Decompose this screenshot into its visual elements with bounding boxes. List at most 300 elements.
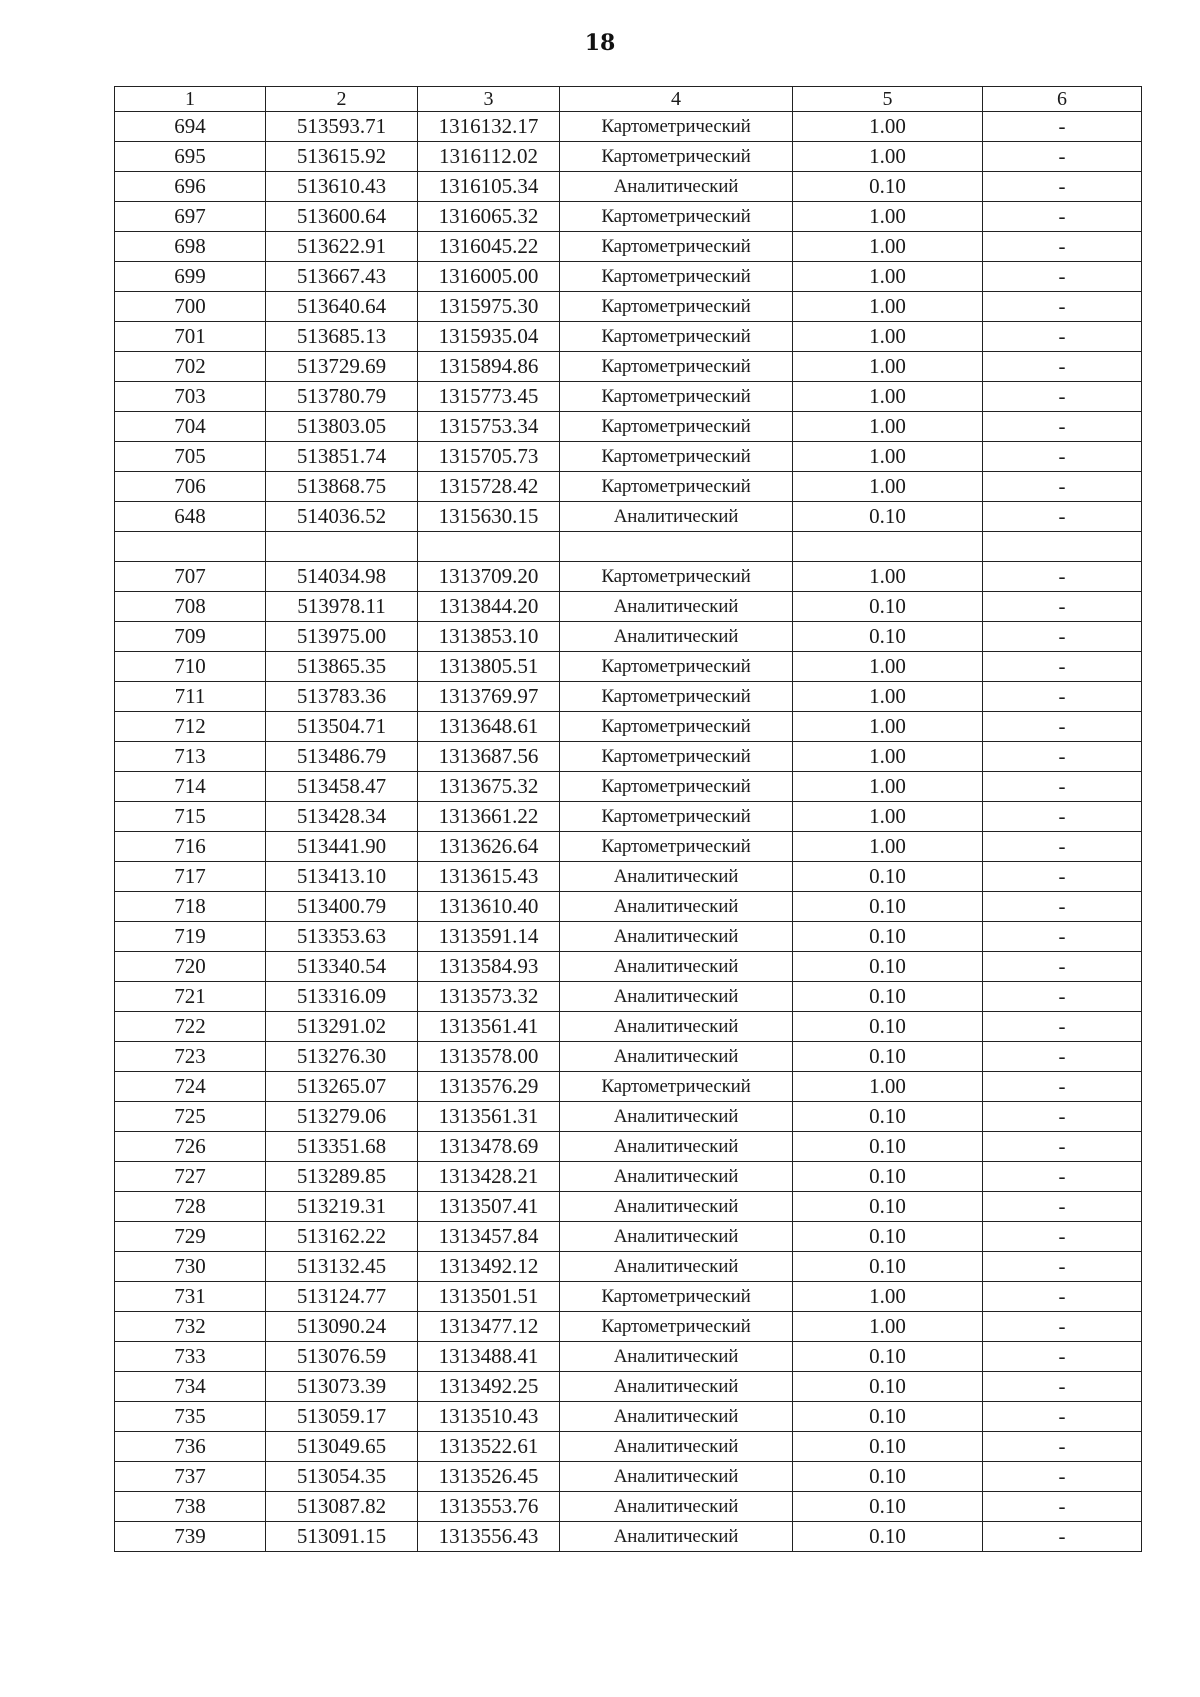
table-row — [115, 1162, 1142, 1192]
table-row — [115, 352, 1142, 382]
point-number-cell: 707 — [115, 562, 266, 592]
note-cell: - — [983, 1342, 1142, 1372]
table-row — [115, 472, 1142, 502]
method-cell: Картометрический — [560, 742, 793, 772]
method-cell: Аналитический — [560, 1492, 793, 1522]
point-number-cell: 710 — [115, 652, 266, 682]
x-coordinate-cell: 513622.91 — [266, 232, 418, 262]
method-cell: Аналитический — [560, 1222, 793, 1252]
note-cell: - — [983, 1102, 1142, 1132]
point-number-cell: 705 — [115, 442, 266, 472]
x-coordinate-cell: 513978.11 — [266, 592, 418, 622]
method-cell: Аналитический — [560, 502, 793, 532]
point-number-cell: 711 — [115, 682, 266, 712]
x-coordinate-cell: 513087.82 — [266, 1492, 418, 1522]
table-row — [115, 622, 1142, 652]
x-coordinate-cell: 513803.05 — [266, 412, 418, 442]
method-cell: Аналитический — [560, 1162, 793, 1192]
column-header-5: 5 — [793, 87, 983, 112]
note-cell: - — [983, 712, 1142, 742]
method-cell: Картометрический — [560, 772, 793, 802]
note-cell: - — [983, 1522, 1142, 1552]
point-number-cell: 648 — [115, 502, 266, 532]
point-number-cell: 704 — [115, 412, 266, 442]
accuracy-cell: 0.10 — [793, 1492, 983, 1522]
y-coordinate-cell: 1313769.97 — [418, 682, 560, 712]
table-row — [115, 1492, 1142, 1522]
accuracy-cell: 0.10 — [793, 982, 983, 1012]
y-coordinate-cell: 1315935.04 — [418, 322, 560, 352]
accuracy-cell: 0.10 — [793, 1222, 983, 1252]
table-row — [115, 922, 1142, 952]
x-coordinate-cell: 513090.24 — [266, 1312, 418, 1342]
y-coordinate-cell: 1313477.12 — [418, 1312, 560, 1342]
accuracy-cell: 0.10 — [793, 1342, 983, 1372]
y-coordinate-cell: 1313576.29 — [418, 1072, 560, 1102]
table-row — [115, 382, 1142, 412]
point-number-cell: 732 — [115, 1312, 266, 1342]
table-row — [115, 832, 1142, 862]
note-cell: - — [983, 802, 1142, 832]
method-cell: Аналитический — [560, 172, 793, 202]
y-coordinate-cell: 1315728.42 — [418, 472, 560, 502]
y-coordinate-cell: 1313457.84 — [418, 1222, 560, 1252]
method-cell: Картометрический — [560, 412, 793, 442]
point-number-cell: 725 — [115, 1102, 266, 1132]
note-cell: - — [983, 952, 1142, 982]
table-row — [115, 652, 1142, 682]
table-row — [115, 502, 1142, 532]
y-coordinate-cell: 1313709.20 — [418, 562, 560, 592]
method-cell: Картометрический — [560, 832, 793, 862]
column-header-1: 1 — [115, 87, 266, 112]
method-cell: Картометрический — [560, 202, 793, 232]
point-number-cell: 709 — [115, 622, 266, 652]
x-coordinate-cell: 513667.43 — [266, 262, 418, 292]
method-cell: Картометрический — [560, 142, 793, 172]
y-coordinate-cell: 1313584.93 — [418, 952, 560, 982]
y-coordinate-cell: 1316112.02 — [418, 142, 560, 172]
x-coordinate-cell: 513729.69 — [266, 352, 418, 382]
note-cell: - — [983, 292, 1142, 322]
note-cell: - — [983, 472, 1142, 502]
table-row — [115, 1522, 1142, 1552]
note-cell: - — [983, 262, 1142, 292]
note-cell: - — [983, 1072, 1142, 1102]
accuracy-cell: 0.10 — [793, 1432, 983, 1462]
table-row — [115, 592, 1142, 622]
y-coordinate-cell: 1313561.31 — [418, 1102, 560, 1132]
point-number-cell: 728 — [115, 1192, 266, 1222]
column-header-4: 4 — [560, 87, 793, 112]
x-coordinate-cell: 513486.79 — [266, 742, 418, 772]
accuracy-cell: 1.00 — [793, 1312, 983, 1342]
table-row — [115, 442, 1142, 472]
accuracy-cell: 0.10 — [793, 502, 983, 532]
x-coordinate-cell: 513975.00 — [266, 622, 418, 652]
y-coordinate-cell: 1315705.73 — [418, 442, 560, 472]
accuracy-cell: 1.00 — [793, 682, 983, 712]
table-row — [115, 1282, 1142, 1312]
method-cell: Картометрический — [560, 682, 793, 712]
note-cell: - — [983, 1372, 1142, 1402]
accuracy-cell: 1.00 — [793, 322, 983, 352]
table-row — [115, 1012, 1142, 1042]
table-row — [115, 1132, 1142, 1162]
x-coordinate-cell: 513868.75 — [266, 472, 418, 502]
table-row — [115, 172, 1142, 202]
x-coordinate-cell: 513400.79 — [266, 892, 418, 922]
point-number-cell: 700 — [115, 292, 266, 322]
table-row — [115, 1042, 1142, 1072]
method-cell: Аналитический — [560, 1042, 793, 1072]
method-cell: Картометрический — [560, 802, 793, 832]
table-row — [115, 292, 1142, 322]
x-coordinate-cell: 513504.71 — [266, 712, 418, 742]
method-cell — [560, 532, 793, 562]
x-coordinate-cell: 513265.07 — [266, 1072, 418, 1102]
note-cell: - — [983, 382, 1142, 412]
accuracy-cell: 0.10 — [793, 1372, 983, 1402]
table-row — [115, 952, 1142, 982]
point-number-cell: 734 — [115, 1372, 266, 1402]
y-coordinate-cell: 1316132.17 — [418, 112, 560, 142]
accuracy-cell — [793, 532, 983, 562]
accuracy-cell: 1.00 — [793, 772, 983, 802]
y-coordinate-cell — [418, 532, 560, 562]
accuracy-cell: 1.00 — [793, 262, 983, 292]
table-row — [115, 412, 1142, 442]
column-header-3: 3 — [418, 87, 560, 112]
x-coordinate-cell: 513351.68 — [266, 1132, 418, 1162]
method-cell: Аналитический — [560, 862, 793, 892]
y-coordinate-cell: 1313615.43 — [418, 862, 560, 892]
method-cell: Картометрический — [560, 442, 793, 472]
point-number-cell: 727 — [115, 1162, 266, 1192]
accuracy-cell: 0.10 — [793, 1462, 983, 1492]
x-coordinate-cell: 513291.02 — [266, 1012, 418, 1042]
y-coordinate-cell: 1316105.34 — [418, 172, 560, 202]
method-cell: Аналитический — [560, 1342, 793, 1372]
accuracy-cell: 1.00 — [793, 292, 983, 322]
note-cell: - — [983, 772, 1142, 802]
method-cell: Картометрический — [560, 352, 793, 382]
y-coordinate-cell: 1313853.10 — [418, 622, 560, 652]
x-coordinate-cell: 513219.31 — [266, 1192, 418, 1222]
method-cell: Картометрический — [560, 562, 793, 592]
table-row — [115, 742, 1142, 772]
point-number-cell: 730 — [115, 1252, 266, 1282]
y-coordinate-cell: 1315894.86 — [418, 352, 560, 382]
point-number-cell: 723 — [115, 1042, 266, 1072]
x-coordinate-cell: 513353.63 — [266, 922, 418, 952]
y-coordinate-cell: 1315975.30 — [418, 292, 560, 322]
x-coordinate-cell: 513073.39 — [266, 1372, 418, 1402]
y-coordinate-cell: 1313661.22 — [418, 802, 560, 832]
note-cell: - — [983, 502, 1142, 532]
x-coordinate-cell: 513851.74 — [266, 442, 418, 472]
column-header-2: 2 — [266, 87, 418, 112]
accuracy-cell: 0.10 — [793, 1132, 983, 1162]
accuracy-cell: 1.00 — [793, 652, 983, 682]
point-number-cell: 733 — [115, 1342, 266, 1372]
accuracy-cell: 0.10 — [793, 172, 983, 202]
method-cell: Аналитический — [560, 1252, 793, 1282]
y-coordinate-cell: 1313478.69 — [418, 1132, 560, 1162]
point-number-cell: 720 — [115, 952, 266, 982]
method-cell: Аналитический — [560, 1522, 793, 1552]
point-number-cell: 724 — [115, 1072, 266, 1102]
note-cell: - — [983, 1042, 1142, 1072]
table-header-row — [115, 87, 1142, 112]
accuracy-cell: 1.00 — [793, 112, 983, 142]
y-coordinate-cell: 1313492.25 — [418, 1372, 560, 1402]
y-coordinate-cell: 1313573.32 — [418, 982, 560, 1012]
point-number-cell: 695 — [115, 142, 266, 172]
point-number-cell: 731 — [115, 1282, 266, 1312]
y-coordinate-cell: 1313578.00 — [418, 1042, 560, 1072]
note-cell: - — [983, 742, 1142, 772]
x-coordinate-cell: 513441.90 — [266, 832, 418, 862]
method-cell: Аналитический — [560, 1432, 793, 1462]
accuracy-cell: 1.00 — [793, 562, 983, 592]
table-row — [115, 1462, 1142, 1492]
point-number-cell — [115, 532, 266, 562]
point-number-cell: 698 — [115, 232, 266, 262]
note-cell: - — [983, 202, 1142, 232]
y-coordinate-cell: 1313687.56 — [418, 742, 560, 772]
accuracy-cell: 1.00 — [793, 352, 983, 382]
method-cell: Картометрический — [560, 382, 793, 412]
y-coordinate-cell: 1316005.00 — [418, 262, 560, 292]
x-coordinate-cell: 514036.52 — [266, 502, 418, 532]
method-cell: Картометрический — [560, 1312, 793, 1342]
point-number-cell: 721 — [115, 982, 266, 1012]
accuracy-cell: 0.10 — [793, 922, 983, 952]
method-cell: Картометрический — [560, 652, 793, 682]
x-coordinate-cell: 513783.36 — [266, 682, 418, 712]
note-cell: - — [983, 892, 1142, 922]
y-coordinate-cell: 1313610.40 — [418, 892, 560, 922]
accuracy-cell: 1.00 — [793, 442, 983, 472]
note-cell: - — [983, 652, 1142, 682]
table-row — [115, 772, 1142, 802]
table-row — [115, 1432, 1142, 1462]
table-row — [115, 262, 1142, 292]
x-coordinate-cell: 513279.06 — [266, 1102, 418, 1132]
table-row — [115, 1072, 1142, 1102]
method-cell: Аналитический — [560, 1462, 793, 1492]
accuracy-cell: 0.10 — [793, 1402, 983, 1432]
table-row — [115, 142, 1142, 172]
table-row — [115, 1312, 1142, 1342]
point-number-cell: 699 — [115, 262, 266, 292]
y-coordinate-cell: 1315773.45 — [418, 382, 560, 412]
y-coordinate-cell: 1313648.61 — [418, 712, 560, 742]
y-coordinate-cell: 1313591.14 — [418, 922, 560, 952]
method-cell: Картометрический — [560, 292, 793, 322]
x-coordinate-cell: 513685.13 — [266, 322, 418, 352]
x-coordinate-cell: 513124.77 — [266, 1282, 418, 1312]
point-number-cell: 696 — [115, 172, 266, 202]
method-cell: Аналитический — [560, 1372, 793, 1402]
y-coordinate-cell: 1313805.51 — [418, 652, 560, 682]
x-coordinate-cell: 513428.34 — [266, 802, 418, 832]
accuracy-cell: 1.00 — [793, 142, 983, 172]
x-coordinate-cell: 513132.45 — [266, 1252, 418, 1282]
note-cell: - — [983, 1012, 1142, 1042]
point-number-cell: 703 — [115, 382, 266, 412]
accuracy-cell: 0.10 — [793, 1162, 983, 1192]
accuracy-cell: 1.00 — [793, 472, 983, 502]
table-row — [115, 712, 1142, 742]
x-coordinate-cell: 513162.22 — [266, 1222, 418, 1252]
y-coordinate-cell: 1316045.22 — [418, 232, 560, 262]
x-coordinate-cell: 513049.65 — [266, 1432, 418, 1462]
point-number-cell: 739 — [115, 1522, 266, 1552]
x-coordinate-cell: 513600.64 — [266, 202, 418, 232]
x-coordinate-cell: 513276.30 — [266, 1042, 418, 1072]
note-cell: - — [983, 442, 1142, 472]
x-coordinate-cell: 513289.85 — [266, 1162, 418, 1192]
point-number-cell: 722 — [115, 1012, 266, 1042]
table-row — [115, 532, 1142, 562]
y-coordinate-cell: 1313561.41 — [418, 1012, 560, 1042]
x-coordinate-cell: 514034.98 — [266, 562, 418, 592]
note-cell: - — [983, 1222, 1142, 1252]
y-coordinate-cell: 1313553.76 — [418, 1492, 560, 1522]
x-coordinate-cell: 513054.35 — [266, 1462, 418, 1492]
table-row — [115, 1252, 1142, 1282]
column-header-6: 6 — [983, 87, 1142, 112]
accuracy-cell: 0.10 — [793, 592, 983, 622]
point-number-cell: 718 — [115, 892, 266, 922]
note-cell: - — [983, 322, 1142, 352]
note-cell: - — [983, 1282, 1142, 1312]
note-cell: - — [983, 232, 1142, 262]
note-cell: - — [983, 1462, 1142, 1492]
y-coordinate-cell: 1313488.41 — [418, 1342, 560, 1372]
accuracy-cell: 1.00 — [793, 832, 983, 862]
note-cell: - — [983, 592, 1142, 622]
accuracy-cell: 0.10 — [793, 862, 983, 892]
point-number-cell: 714 — [115, 772, 266, 802]
method-cell: Аналитический — [560, 1132, 793, 1162]
table-row — [115, 232, 1142, 262]
table-row — [115, 1342, 1142, 1372]
accuracy-cell: 1.00 — [793, 232, 983, 262]
x-coordinate-cell: 513340.54 — [266, 952, 418, 982]
point-number-cell: 716 — [115, 832, 266, 862]
note-cell: - — [983, 1162, 1142, 1192]
x-coordinate-cell: 513780.79 — [266, 382, 418, 412]
table-row — [115, 202, 1142, 232]
method-cell: Аналитический — [560, 922, 793, 952]
y-coordinate-cell: 1315630.15 — [418, 502, 560, 532]
method-cell: Аналитический — [560, 622, 793, 652]
x-coordinate-cell: 513076.59 — [266, 1342, 418, 1372]
table-row — [115, 862, 1142, 892]
accuracy-cell: 0.10 — [793, 1192, 983, 1222]
note-cell: - — [983, 982, 1142, 1012]
y-coordinate-cell: 1313507.41 — [418, 1192, 560, 1222]
table-row — [115, 562, 1142, 592]
y-coordinate-cell: 1313626.64 — [418, 832, 560, 862]
accuracy-cell: 1.00 — [793, 802, 983, 832]
point-number-cell: 701 — [115, 322, 266, 352]
accuracy-cell: 0.10 — [793, 892, 983, 922]
method-cell: Картометрический — [560, 712, 793, 742]
y-coordinate-cell: 1313501.51 — [418, 1282, 560, 1312]
method-cell: Аналитический — [560, 952, 793, 982]
note-cell: - — [983, 1432, 1142, 1462]
point-number-cell: 702 — [115, 352, 266, 382]
table-row — [115, 1372, 1142, 1402]
coordinates-table — [114, 86, 1142, 1552]
table-row — [115, 1402, 1142, 1432]
point-number-cell: 729 — [115, 1222, 266, 1252]
point-number-cell: 737 — [115, 1462, 266, 1492]
table-row — [115, 802, 1142, 832]
method-cell: Картометрический — [560, 1282, 793, 1312]
note-cell: - — [983, 862, 1142, 892]
note-cell: - — [983, 172, 1142, 202]
x-coordinate-cell: 513316.09 — [266, 982, 418, 1012]
note-cell: - — [983, 352, 1142, 382]
point-number-cell: 713 — [115, 742, 266, 772]
x-coordinate-cell: 513091.15 — [266, 1522, 418, 1552]
x-coordinate-cell: 513640.64 — [266, 292, 418, 322]
accuracy-cell: 0.10 — [793, 622, 983, 652]
method-cell: Аналитический — [560, 1012, 793, 1042]
y-coordinate-cell: 1313510.43 — [418, 1402, 560, 1432]
point-number-cell: 736 — [115, 1432, 266, 1462]
y-coordinate-cell: 1313556.43 — [418, 1522, 560, 1552]
accuracy-cell: 0.10 — [793, 1102, 983, 1132]
note-cell: - — [983, 112, 1142, 142]
table-row — [115, 112, 1142, 142]
method-cell: Картометрический — [560, 232, 793, 262]
point-number-cell: 715 — [115, 802, 266, 832]
method-cell: Аналитический — [560, 982, 793, 1012]
note-cell: - — [983, 922, 1142, 952]
point-number-cell: 717 — [115, 862, 266, 892]
method-cell: Картометрический — [560, 1072, 793, 1102]
note-cell: - — [983, 622, 1142, 652]
method-cell: Аналитический — [560, 892, 793, 922]
method-cell: Картометрический — [560, 322, 793, 352]
method-cell: Аналитический — [560, 592, 793, 622]
y-coordinate-cell: 1313675.32 — [418, 772, 560, 802]
accuracy-cell: 1.00 — [793, 712, 983, 742]
note-cell: - — [983, 1192, 1142, 1222]
method-cell: Картометрический — [560, 262, 793, 292]
table-row — [115, 1192, 1142, 1222]
x-coordinate-cell: 513593.71 — [266, 112, 418, 142]
method-cell: Картометрический — [560, 112, 793, 142]
point-number-cell: 735 — [115, 1402, 266, 1432]
y-coordinate-cell: 1313428.21 — [418, 1162, 560, 1192]
x-coordinate-cell: 513610.43 — [266, 172, 418, 202]
note-cell: - — [983, 562, 1142, 592]
method-cell: Картометрический — [560, 472, 793, 502]
note-cell: - — [983, 682, 1142, 712]
accuracy-cell: 0.10 — [793, 1042, 983, 1072]
y-coordinate-cell: 1315753.34 — [418, 412, 560, 442]
note-cell: - — [983, 412, 1142, 442]
page-number: 18 — [584, 30, 616, 56]
x-coordinate-cell: 513059.17 — [266, 1402, 418, 1432]
